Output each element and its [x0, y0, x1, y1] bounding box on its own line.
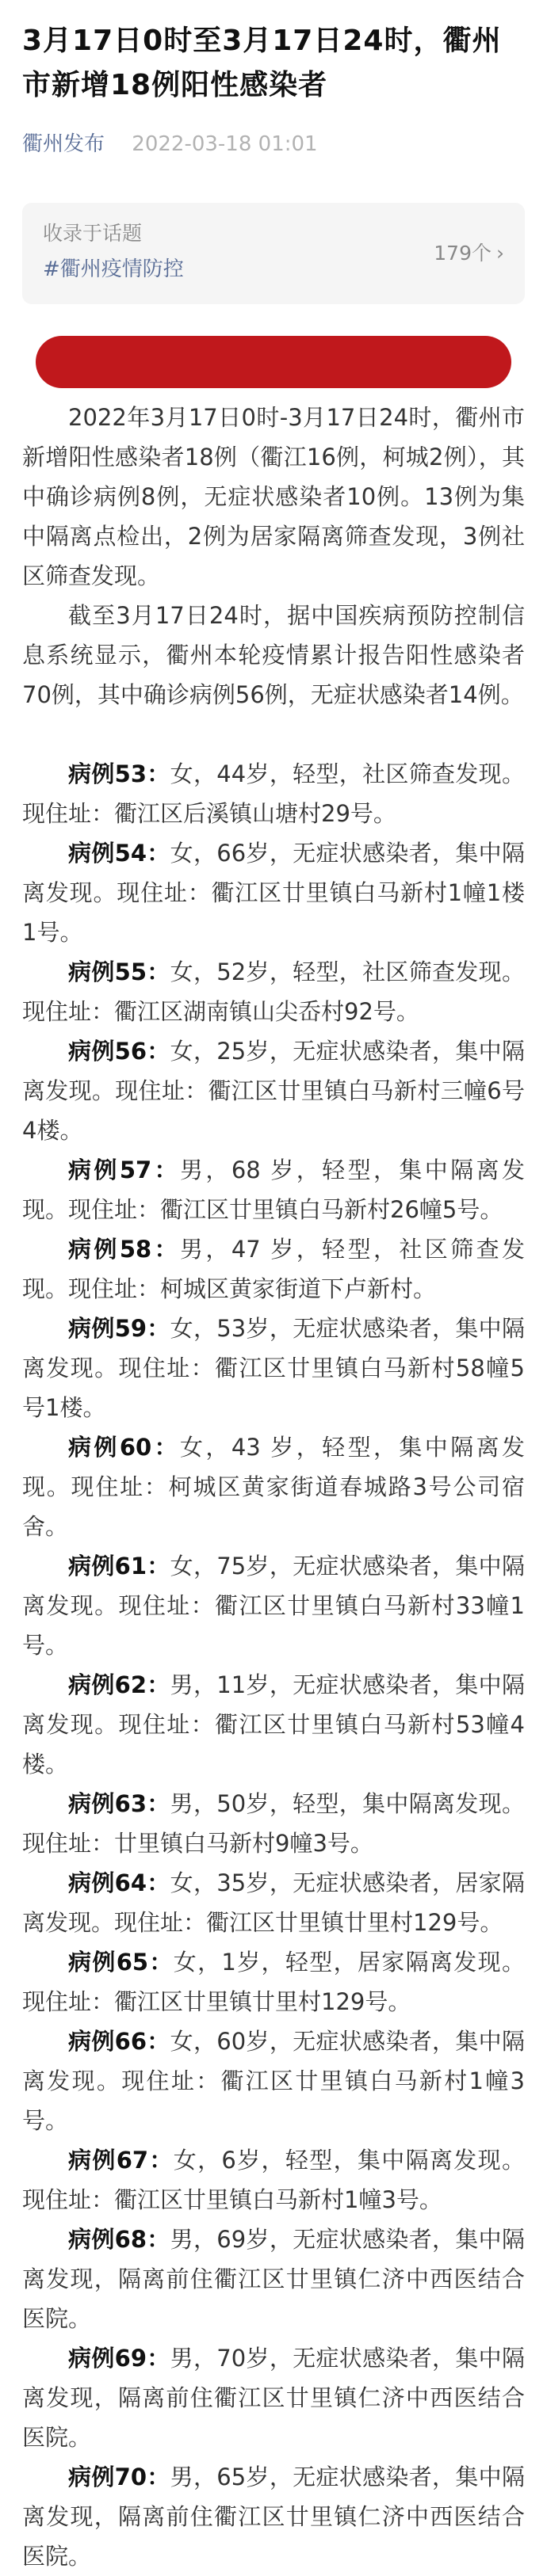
- topic-count-value: 179个: [434, 242, 492, 265]
- case-label: 病例60：: [68, 1434, 180, 1461]
- case-item: [22, 952, 525, 1031]
- topic-card[interactable]: [22, 203, 525, 304]
- case-item: [22, 1229, 525, 1309]
- article-meta: [22, 130, 525, 158]
- case-item: [22, 1665, 525, 1784]
- case-text: 男，65岁，无症状感染者，集中隔离发现，隔离前住衢江区廿里镇仁济中西医结合医院。: [22, 2464, 526, 2570]
- article-body: [22, 398, 525, 2576]
- case-label: 病例57：: [68, 1157, 180, 1183]
- article-title: 3月17日0时至3月17日24时，衢州市新增18例阳性感染者: [22, 25, 502, 101]
- case-label: 病例58：: [68, 1236, 180, 1263]
- paragraph-cumulative: 截至3月17日24时，据中国疾病预防控制信息系统显示，衢州本轮疫情累计报告阳性感染者70例，其中确诊病例56例，无症状感染者14例。: [22, 602, 525, 708]
- case-item: [22, 1863, 525, 1942]
- case-text: 男，50岁，轻型，集中隔离发现。现住址：廿里镇白马新村9幢3号。: [22, 1790, 526, 1857]
- case-label: 病例67：: [68, 2147, 174, 2174]
- case-list: [22, 754, 525, 2576]
- case-item: [22, 2338, 525, 2457]
- case-label: 病例53：: [68, 760, 170, 787]
- case-label: 病例63：: [68, 1790, 170, 1817]
- case-item: [22, 2022, 525, 2140]
- case-item: [22, 1784, 525, 1863]
- case-text: 女，25岁，无症状感染者，集中隔离发现。现住址：衢江区廿里镇白马新村三幢6号4楼。: [22, 1038, 526, 1144]
- case-label: 病例69：: [68, 2345, 170, 2372]
- case-item: [22, 1427, 525, 1546]
- case-text: 男，69岁，无症状感染者，集中隔离发现，隔离前住衢江区廿里镇仁济中西医结合医院。: [22, 2226, 526, 2332]
- topic-tag-link[interactable]: #衢州疫情防控: [43, 257, 184, 281]
- case-item: [22, 754, 525, 833]
- case-text: 女，1岁，轻型，居家隔离发现。现住址：衢江区廿里镇廿里村129号。: [22, 1949, 525, 2015]
- case-text: 女，75岁，无症状感染者，集中隔离发现。现住址：衢江区廿里镇白马新村33幢1号。: [22, 1553, 526, 1659]
- case-label: 病例65：: [68, 1949, 174, 1976]
- case-item: [22, 1942, 525, 2022]
- case-label: 病例59：: [68, 1315, 170, 1342]
- case-item: [22, 2457, 525, 2576]
- topic-collected-label: 收录于话题: [43, 222, 143, 245]
- case-item: [22, 1031, 525, 1150]
- case-label: 病例55：: [68, 958, 170, 985]
- chevron-right-icon: ›: [496, 242, 504, 265]
- case-item: [22, 1546, 525, 1665]
- case-item: [22, 2220, 525, 2338]
- case-text: 女，60岁，无症状感染者，集中隔离发现。现住址：衢江区廿里镇白马新村1幢3号。: [22, 2028, 526, 2134]
- case-item: [22, 2140, 525, 2220]
- case-text: 女，53岁，无症状感染者，集中隔离发现。现住址：衢江区廿里镇白马新村58幢5号1楼。: [22, 1315, 526, 1421]
- author-link[interactable]: 衢州发布: [22, 132, 105, 156]
- case-text: 男，47 岁，轻型，社区筛查发现。现住址：柯城区黄家街道下卢新村。: [22, 1236, 526, 1302]
- case-label: 病例62：: [68, 1671, 170, 1698]
- case-label: 病例70：: [68, 2464, 170, 2490]
- case-item: [22, 1309, 525, 1427]
- case-label: 病例61：: [68, 1553, 170, 1580]
- paragraph-summary: 2022年3月17日0时-3月17日24时，衢州市新增阳性感染者18例（衢江16例，柯城2例），其中确诊病例8例，无症状感染者10例。13例为集中隔离点检出，2例为居家隔离筛查发现，3例社区筛查发现。: [22, 404, 525, 589]
- case-text: 女，43 岁，轻型，集中隔离发现。现住址：柯城区黄家街道春城路3号公司宿舍。: [22, 1434, 526, 1540]
- case-label: 病例68：: [68, 2226, 170, 2253]
- case-label: 病例64：: [68, 1869, 170, 1896]
- case-item: [22, 833, 525, 952]
- case-text: 女，6岁，轻型，集中隔离发现。现住址：衢江区廿里镇白马新村1幢3号。: [22, 2147, 525, 2213]
- case-label: 病例66：: [68, 2028, 170, 2055]
- topic-count[interactable]: [434, 238, 504, 269]
- spacer: [22, 714, 525, 754]
- case-label: 病例56：: [68, 1038, 170, 1065]
- case-text: 男，68 岁，轻型，集中隔离发现。现住址：衢江区廿里镇白马新村26幢5号。: [22, 1157, 526, 1223]
- case-text: 女，52岁，轻型，社区筛查发现。现住址：衢江区湖南镇山尖岙村92号。: [22, 958, 526, 1025]
- case-text: 男，11岁，无症状感染者，集中隔离发现。现住址：衢江区廿里镇白马新村53幢4楼。: [22, 1671, 526, 1778]
- publish-time: 2022-03-18 01:01: [132, 132, 318, 156]
- case-item: [22, 1150, 525, 1229]
- case-text: 男，70岁，无症状感染者，集中隔离发现，隔离前住衢江区廿里镇仁济中西医结合医院。: [22, 2345, 526, 2451]
- red-banner: [36, 336, 511, 388]
- case-text: 女，35岁，无症状感染者，居家隔离发现。现住址：衢江区廿里镇廿里村129号。: [22, 1869, 526, 1936]
- case-text: 女，66岁，无症状感染者，集中隔离发现。现住址：衢江区廿里镇白马新村1幢1楼1号。: [22, 840, 526, 946]
- case-text: 女，44岁，轻型，社区筛查发现。现住址：衢江区后溪镇山塘村29号。: [22, 760, 526, 827]
- case-label: 病例54：: [68, 840, 170, 867]
